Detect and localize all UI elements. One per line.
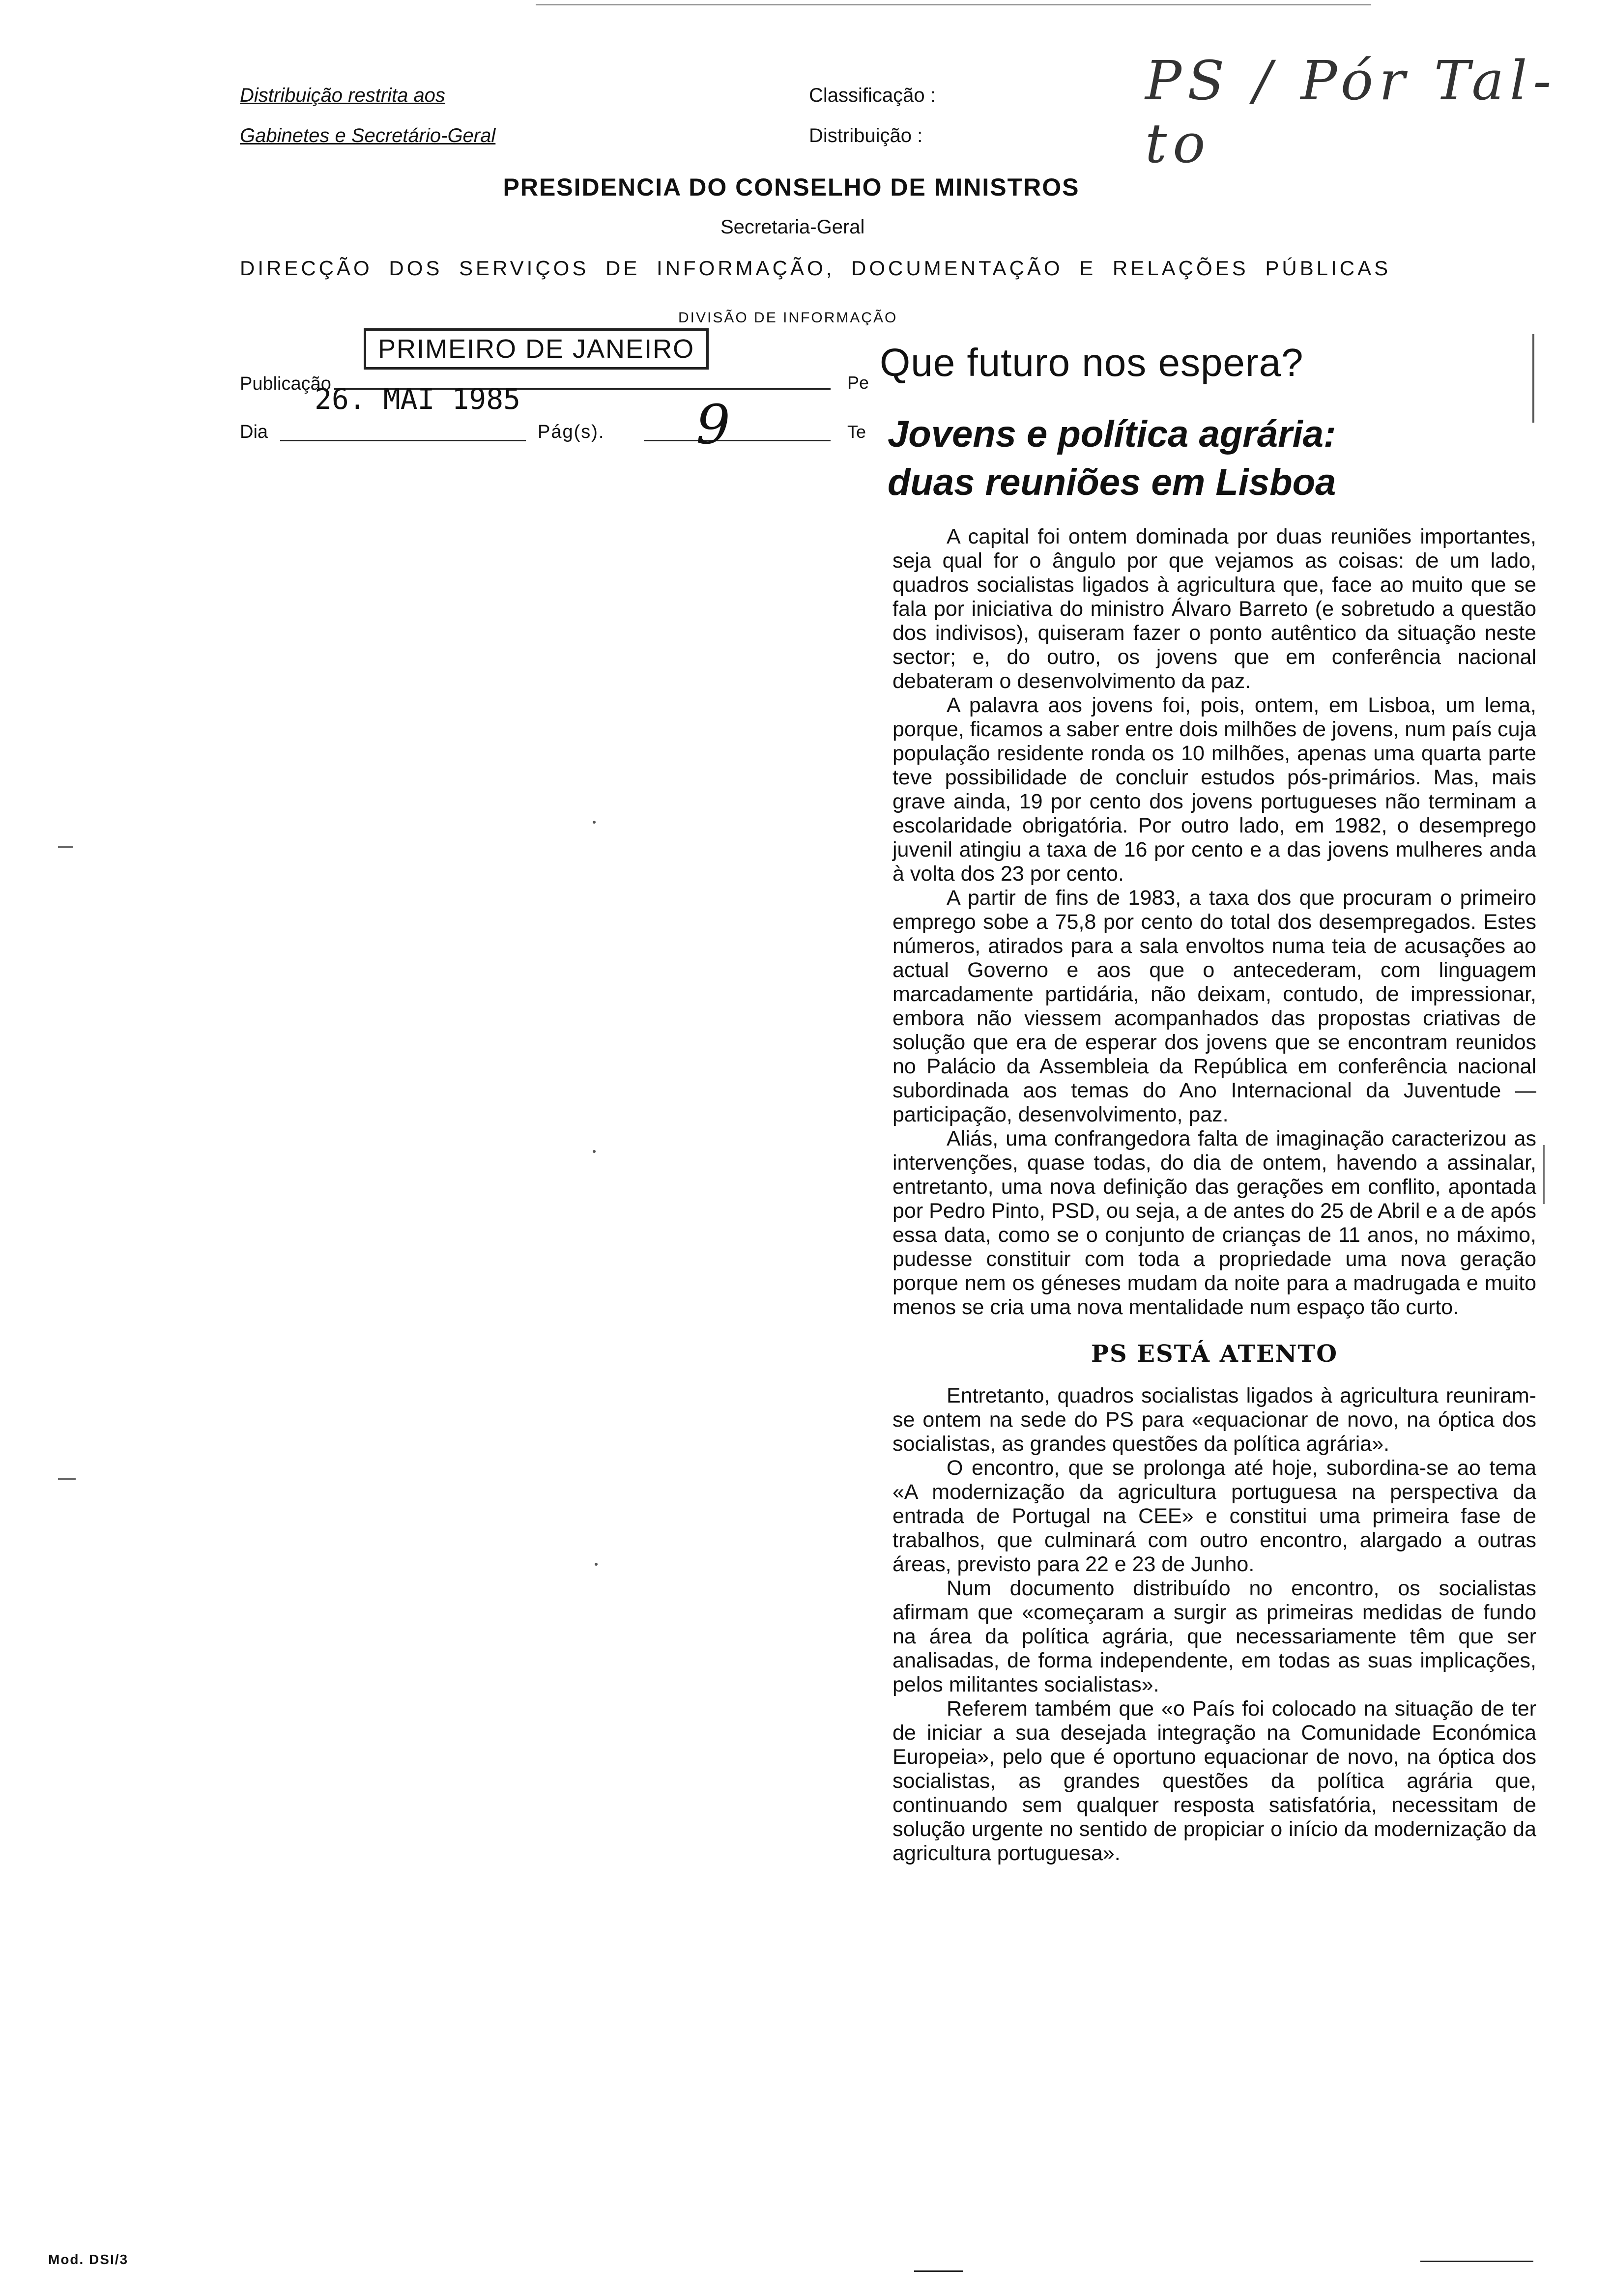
day-fill-line [280,440,526,441]
date-stamp: 26. MAI 1985 [315,382,521,416]
scan-speck [593,1150,596,1153]
margin-mark [58,846,73,848]
article-paragraph: O encontro, que se prolonga até hoje, subordina-se ao tema «A modernização da agricultura portuguesa na perspectiva da entrada de Portugal na CEE» e constitui uma primeira fase de trabalhos, que culminará com outro encontro, alargado a outras áreas, previsto para 22 e 23 de Junho. [892,1456,1536,1576]
bottom-rule [1420,2261,1533,2262]
distribution-notice-line1: Distribuição restrita aos [240,85,445,106]
article-body [892,525,1536,1866]
bottom-rule [914,2270,963,2272]
classification-label: Classificação : [809,85,936,106]
publication-stamp: PRIMEIRO DE JANEIRO [364,328,709,370]
distribution-label: Distribuição : [809,125,923,146]
article-paragraph: Num documento distribuído no encontro, os socialistas afirmam que «começaram a surgir as primeiras medidas de fundo na área da política agrária, que necessariamente têm que ser analisadas, de forma independente, em todas as suas implicações, pelos militantes socialistas». [892,1577,1536,1696]
article-paragraph: Referem também que «o País foi colocado na situação de ter de iniciar a sua desejada integração na Comunidade Económica Europeia», pelo que é oportuno equacionar de novo, na óptica dos socialistas, as grandes questões da política agrária que, continuando sem qualquer resposta satisfatória, necessitam de solução urgente no sentido de propiciar o início da modernização da agricultura portuguesa». [892,1697,1536,1865]
article-paragraph: A capital foi ontem dominada por duas reuniões importantes, seja qual for o ângulo por que vejamos as coisas: de um lado, quadros socialistas ligados à agricultura que, face ao muito que se fala por iniciativa do ministro Álvaro Barreto (e sobretudo a questão dos indivisos), quiseram fazer o ponto autêntico da situação neste sector; e, do outro, os jovens que em conferência nacional debateram o desenvolvimento da paz. [892,525,1536,693]
directorate-line: DIRECÇÃO DOS SERVIÇOS DE INFORMAÇÃO, DOCUMENTAÇÃO E RELAÇÕES PÚBLICAS [240,257,1391,280]
article-subhead: PS ESTÁ ATENTO [1091,1340,1338,1368]
article-paragraph: A palavra aos jovens foi, pois, ontem, em Lisboa, um lema, porque, ficamos a saber entre dois milhões de jovens, num país cuja população residente ronda os 10 milhões, apenas uma quarta parte teve possibilidade de concluir estudos pós-primários. Mas, mais grave ainda, 19 por cento dos jovens portugueses não terminam a escolaridade obrigatória. Por outro lado, em 1982, o desemprego juvenil atingiu a taxa de 16 por cento e a das jovens mulheres anda à volta dos 23 por cento. [892,693,1536,886]
scan-speck [593,821,596,824]
article-headline-line1: Jovens e política agrária: [888,413,1336,455]
scan-speck [595,1563,598,1566]
publication-label: Publicação [240,373,331,394]
handwritten-annotation: PS / Pór Tal-to [1145,49,1557,175]
pe-label: Pe [847,373,869,393]
clipping-edge-line [1532,334,1534,423]
margin-mark [58,1478,76,1480]
form-code: Mod. DSI/3 [48,2252,129,2267]
article-paragraph: Entretanto, quadros socialistas ligados à agricultura reuniram-se ontem na sede do PS para «equacionar de novo, na óptica dos socialistas, as grandes questões da política agrária». [892,1384,1536,1456]
pages-handwritten: 9 [696,393,730,456]
pages-fill-line [644,440,831,441]
division-line: DIVISÃO DE INFORMAÇÃO [678,310,898,326]
scan-edge-line [536,4,1371,5]
article-kicker: Que futuro nos espera? [880,341,1304,384]
day-label: Dia [240,422,268,442]
secretaria-subtitle: Secretaria-Geral [720,216,865,238]
te-label: Te [847,422,866,442]
article-paragraph: Aliás, uma confrangedora falta de imaginação caracterizou as intervenções, quase todas, do dia de ontem, havendo a assinalar, entretanto, uma nova definição das gerações em conflito, apontada por Pedro Pinto, PSD, ou seja, a de antes do 25 de Abril e a de após essa data, como se o conjunto de crianças de 11 anos, no máximo, pudesse constituir com toda a propriedade uma nova geração porque nem os géneses mudam da noite para a madrugada e muito menos se cria uma nova mentalidade num espaço tão curto. [892,1127,1536,1319]
pages-label: Pág(s). [538,422,605,442]
article-paragraph: A partir de fins de 1983, a taxa dos que procuram o primeiro emprego sobe a 75,8 por cento do total dos desempregados. Estes números, atirados para a sala envoltos numa teia de acusações ao actual Governo e aos que o antecederam, com linguagem marcadamente partidária, não deixam, contudo, de impressionar, embora não viessem acompanhados das propostas criativas de solução que era de esperar dos jovens que se encontram reunidos no Palácio da Assembleia da República em conferência nacional subordinada aos temas do Ano Internacional da Juventude — participação, desenvolvimento, paz. [892,886,1536,1126]
distribution-notice-line2: Gabinetes e Secretário-Geral [240,125,496,146]
article-headline-line2: duas reuniões em Lisboa [888,461,1336,503]
institution-title: PRESIDENCIA DO CONSELHO DE MINISTROS [503,173,1080,201]
clipping-edge-mark [1543,1145,1545,1204]
